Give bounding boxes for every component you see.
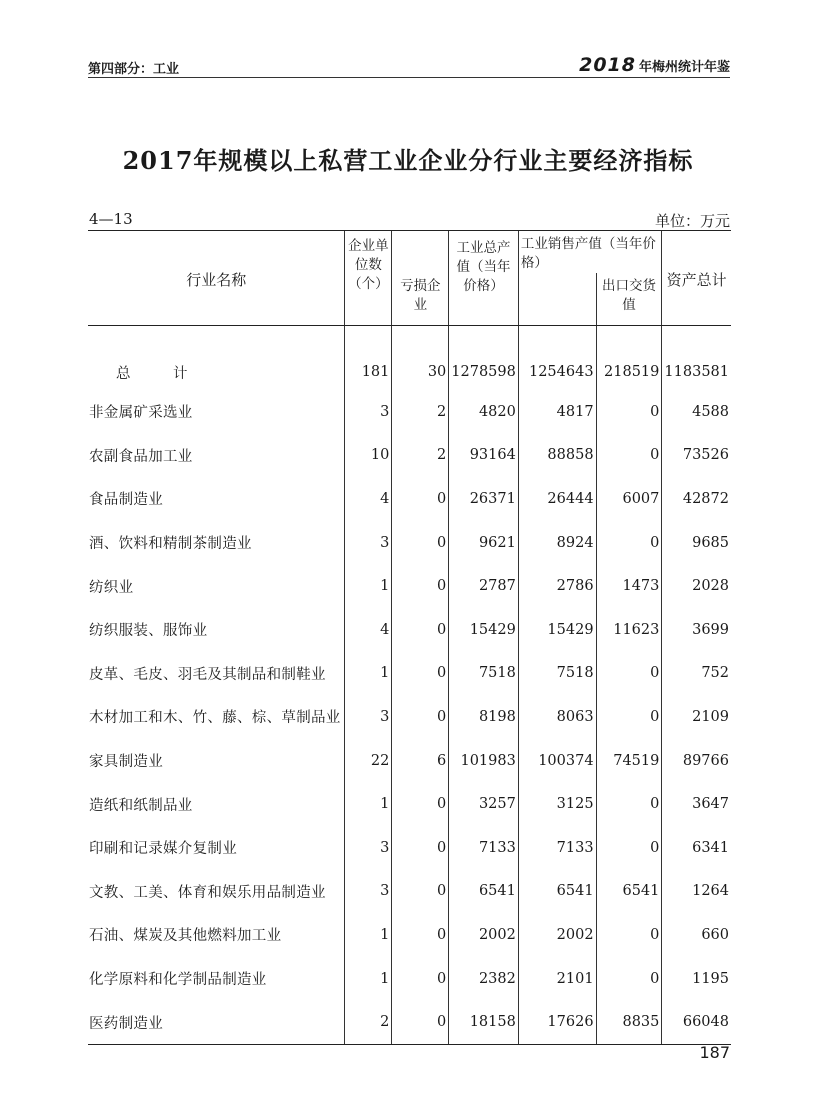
cell-name: 医药制造业 — [88, 1000, 345, 1044]
col-header-sales-spacer — [518, 273, 596, 326]
industry-table — [88, 230, 731, 1045]
header-rule — [88, 77, 730, 78]
cell-name: 食品制造业 — [89, 492, 163, 509]
cell-units: 22 — [345, 739, 392, 783]
cell-sales: 88858 — [518, 434, 596, 478]
table-row — [88, 695, 731, 739]
cell-units: 3 — [345, 695, 392, 739]
table-row — [88, 913, 731, 957]
cell-assets: 660 — [662, 913, 731, 957]
cell-output: 1278598 — [449, 326, 519, 391]
cell-name: 石油、煤炭及其他燃料加工业 — [89, 928, 282, 945]
cell-sales: 7133 — [518, 826, 596, 870]
cell-units: 4 — [345, 608, 392, 652]
page-title: 2017年规模以上私营工业企业分行业主要经济指标 — [122, 146, 694, 175]
cell-loss: 0 — [392, 695, 449, 739]
cell-name: 农副食品加工业 — [89, 448, 193, 465]
table-body — [88, 326, 731, 1045]
cell-output: 2002 — [449, 913, 519, 957]
cell-output: 7518 — [449, 652, 519, 696]
cell-export: 0 — [596, 390, 662, 434]
cell-name: 印刷和记录媒介复制业 — [89, 841, 237, 858]
cell-name: 纺织业 — [89, 579, 134, 596]
cell-assets: 9685 — [662, 521, 731, 565]
cell-units: 2 — [345, 1000, 392, 1044]
cell-units: 4 — [345, 477, 392, 521]
page-number: 187 — [699, 1043, 730, 1062]
cell-assets: 66048 — [662, 1000, 731, 1044]
cell-sales: 17626 — [518, 1000, 596, 1044]
cell-export: 0 — [596, 782, 662, 826]
cell-units: 1 — [345, 564, 392, 608]
cell-sales: 2101 — [518, 957, 596, 1001]
cell-units: 3 — [345, 390, 392, 434]
cell-name: 文教、工美、体育和娱乐用品制造业 — [89, 884, 326, 901]
cell-assets: 42872 — [662, 477, 731, 521]
cell-units: 181 — [345, 326, 392, 391]
col-header-loss-spacer — [392, 231, 449, 274]
table-code: 4—13 — [89, 210, 133, 228]
cell-units: 3 — [345, 826, 392, 870]
cell-units: 3 — [345, 870, 392, 914]
cell-loss: 0 — [392, 782, 449, 826]
cell-sales: 1254643 — [518, 326, 596, 391]
cell-assets: 2028 — [662, 564, 731, 608]
yearbook-label — [579, 54, 730, 76]
cell-sales: 3125 — [518, 782, 596, 826]
running-header — [88, 56, 730, 78]
cell-assets: 1183581 — [662, 326, 731, 391]
cell-loss: 6 — [392, 739, 449, 783]
cell-loss: 0 — [392, 477, 449, 521]
cell-name: 家具制造业 — [89, 754, 163, 771]
cell-loss: 0 — [392, 521, 449, 565]
cell-output: 101983 — [449, 739, 519, 783]
col-header-output: 工业总产值（当年价格） — [449, 231, 519, 326]
cell-output: 2382 — [449, 957, 519, 1001]
cell-name: 化学原料和化学制品制造业 — [89, 972, 267, 989]
cell-loss: 0 — [392, 652, 449, 696]
cell-export: 1473 — [596, 564, 662, 608]
cell-assets: 4588 — [662, 390, 731, 434]
cell-assets: 73526 — [662, 434, 731, 478]
cell-units: 3 — [345, 521, 392, 565]
cell-export: 0 — [596, 434, 662, 478]
cell-output: 7133 — [449, 826, 519, 870]
cell-sales: 2786 — [518, 564, 596, 608]
cell-assets: 2109 — [662, 695, 731, 739]
table-row — [88, 957, 731, 1001]
table-row — [88, 326, 731, 391]
cell-assets: 89766 — [662, 739, 731, 783]
cell-units: 1 — [345, 913, 392, 957]
cell-loss: 0 — [392, 913, 449, 957]
cell-assets: 3699 — [662, 608, 731, 652]
cell-export: 0 — [596, 521, 662, 565]
cell-sales: 4817 — [518, 390, 596, 434]
cell-sales: 2002 — [518, 913, 596, 957]
cell-sales: 15429 — [518, 608, 596, 652]
cell-assets: 1264 — [662, 870, 731, 914]
cell-output: 18158 — [449, 1000, 519, 1044]
cell-name: 造纸和纸制品业 — [89, 797, 193, 814]
cell-loss: 0 — [392, 826, 449, 870]
col-header-units: 企业单位数（个） — [345, 231, 392, 326]
cell-loss: 0 — [392, 957, 449, 1001]
table-row — [88, 608, 731, 652]
cell-sales: 8063 — [518, 695, 596, 739]
cell-sales: 100374 — [518, 739, 596, 783]
yearbook-year: 2018 — [579, 54, 636, 76]
cell-loss: 0 — [392, 564, 449, 608]
cell-output: 6541 — [449, 870, 519, 914]
unit-label: 单位：万元 — [654, 212, 730, 230]
col-header-sales: 工业销售产值（当年价格） — [518, 231, 662, 274]
col-header-assets: 资产总计 — [662, 231, 731, 326]
cell-output: 4820 — [449, 390, 519, 434]
cell-loss: 0 — [392, 1000, 449, 1044]
cell-units: 1 — [345, 957, 392, 1001]
cell-name: 总 计 — [116, 365, 202, 382]
cell-units: 1 — [345, 652, 392, 696]
cell-loss: 0 — [392, 870, 449, 914]
col-header-name: 行业名称 — [88, 231, 345, 326]
table-row — [88, 782, 731, 826]
cell-export: 8835 — [596, 1000, 662, 1044]
cell-sales: 26444 — [518, 477, 596, 521]
cell-assets: 752 — [662, 652, 731, 696]
table-row — [88, 521, 731, 565]
cell-export: 6007 — [596, 477, 662, 521]
cell-output: 8198 — [449, 695, 519, 739]
table-row — [88, 870, 731, 914]
cell-output: 93164 — [449, 434, 519, 478]
cell-export: 0 — [596, 826, 662, 870]
table-row — [88, 390, 731, 434]
cell-export: 6541 — [596, 870, 662, 914]
yearbook-name: 年梅州统计年鉴 — [638, 60, 730, 75]
cell-output: 15429 — [449, 608, 519, 652]
table-row — [88, 1000, 731, 1044]
cell-name: 非金属矿采选业 — [89, 405, 193, 422]
cell-loss: 0 — [392, 608, 449, 652]
cell-export: 218519 — [596, 326, 662, 391]
cell-export: 0 — [596, 957, 662, 1001]
cell-export: 74519 — [596, 739, 662, 783]
table-row — [88, 564, 731, 608]
cell-export: 0 — [596, 695, 662, 739]
cell-assets: 3647 — [662, 782, 731, 826]
cell-loss: 30 — [392, 326, 449, 391]
cell-assets: 1195 — [662, 957, 731, 1001]
table-row — [88, 739, 731, 783]
cell-export: 0 — [596, 913, 662, 957]
cell-name: 木材加工和木、竹、藤、棕、草制品业 — [89, 710, 341, 727]
table-row — [88, 652, 731, 696]
cell-output: 9621 — [449, 521, 519, 565]
col-header-export: 出口交货值 — [596, 273, 662, 326]
cell-units: 1 — [345, 782, 392, 826]
cell-units: 10 — [345, 434, 392, 478]
col-header-loss: 亏损企业 — [392, 273, 449, 326]
cell-output: 2787 — [449, 564, 519, 608]
cell-loss: 2 — [392, 390, 449, 434]
section-label: 第四部分：工业 — [88, 62, 180, 77]
cell-export: 11623 — [596, 608, 662, 652]
cell-name: 纺织服装、服饰业 — [89, 623, 208, 640]
cell-name: 酒、饮料和精制茶制造业 — [89, 536, 252, 553]
cell-loss: 2 — [392, 434, 449, 478]
cell-export: 0 — [596, 652, 662, 696]
cell-output: 3257 — [449, 782, 519, 826]
cell-assets: 6341 — [662, 826, 731, 870]
cell-name: 皮革、毛皮、羽毛及其制品和制鞋业 — [89, 666, 326, 683]
cell-sales: 7518 — [518, 652, 596, 696]
table-row — [88, 477, 731, 521]
cell-sales: 8924 — [518, 521, 596, 565]
table-row — [88, 826, 731, 870]
cell-sales: 6541 — [518, 870, 596, 914]
cell-output: 26371 — [449, 477, 519, 521]
table-row — [88, 434, 731, 478]
